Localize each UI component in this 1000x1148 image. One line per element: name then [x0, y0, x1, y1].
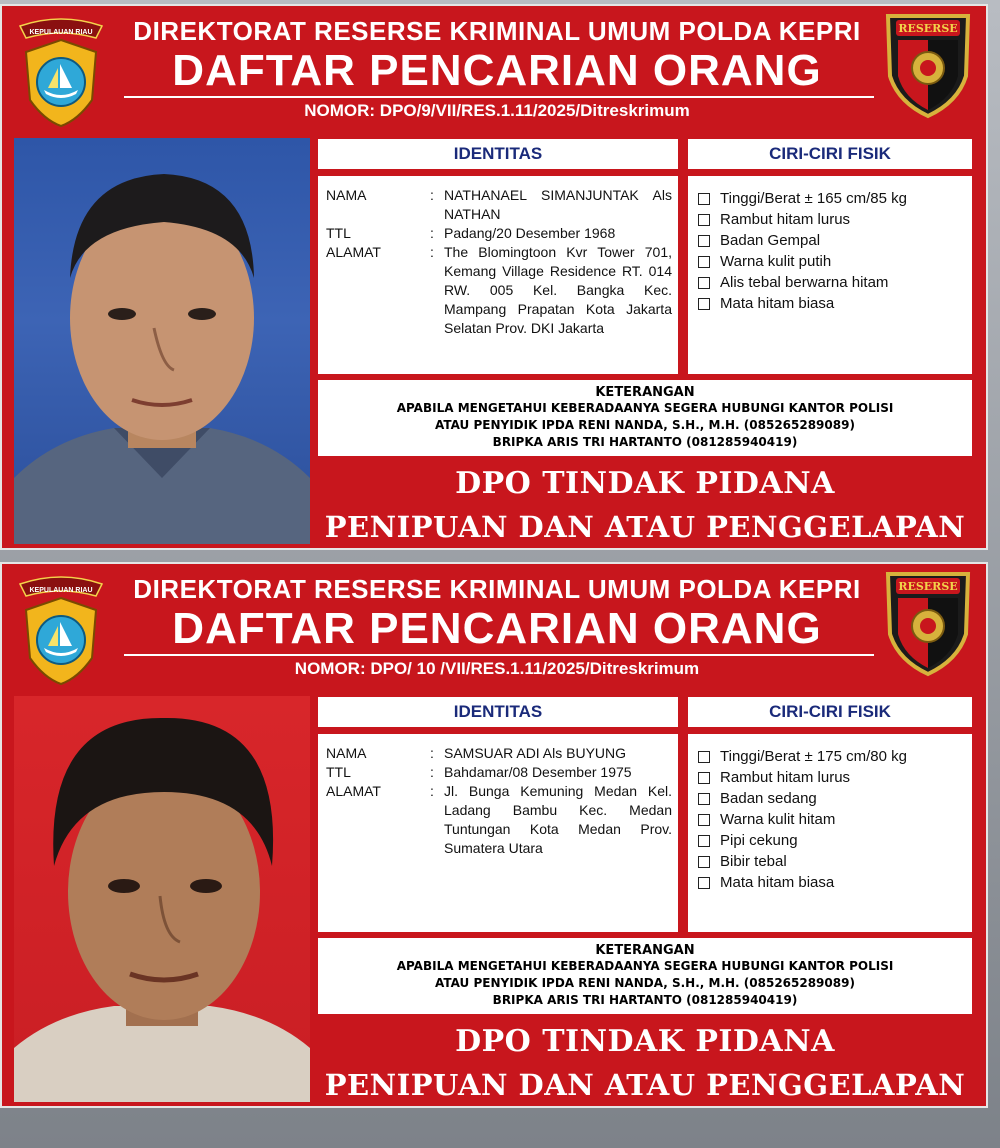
kepri-police-badge-icon: [16, 12, 106, 130]
crime-subheading: PENIPUAN DAN ATAU PENGGELAPAN: [324, 1068, 966, 1102]
note-line: BRIPKA ARIS TRI HARTANTO (081285940419): [492, 435, 798, 449]
checkbox-icon: [698, 814, 710, 826]
trait-item: Bibir tebal: [698, 851, 907, 872]
identity-separator: :: [430, 187, 434, 203]
identity-separator: :: [430, 764, 434, 780]
physical-traits-panel: [688, 176, 972, 374]
identity-value: Jl. Bunga Kemuning Medan Kel. Ladang Bambu Kec. Medan Tuntungan Kota Medan Prov. Sumatera Utara: [444, 783, 672, 856]
wanted-poster-2: [0, 562, 988, 1108]
wanted-poster-1: [0, 4, 988, 550]
identity-row-address: [326, 782, 672, 858]
note-line: ATAU PENYIDIK IPDA RENI NANDA, S.H., M.H. (085265289089): [435, 418, 855, 432]
poster-title: DAFTAR PENCARIAN ORANG: [172, 46, 822, 95]
trait-item: Rambut hitam lurus: [698, 209, 907, 230]
identity-row-birth: [326, 763, 672, 782]
checkbox-icon: [698, 298, 710, 310]
crime-heading: DPO TINDAK PIDANA: [455, 1024, 835, 1059]
identity-label: NAMA: [326, 745, 367, 761]
identity-separator: :: [430, 225, 434, 241]
title-divider: [124, 654, 874, 656]
checkbox-icon: [698, 772, 710, 784]
identity-value: SAMSUAR ADI Als BUYUNG: [444, 745, 627, 761]
trait-item: Warna kulit putih: [698, 251, 907, 272]
note-panel: [318, 380, 972, 456]
checkbox-icon: [698, 877, 710, 889]
identity-panel: [318, 734, 678, 932]
identity-separator: :: [430, 745, 434, 761]
crime-subheading: PENIPUAN DAN ATAU PENGGELAPAN: [324, 510, 966, 544]
trait-item: Badan sedang: [698, 788, 907, 809]
svg-text:KEPULAUAN RIAU: KEPULAUAN RIAU: [29, 587, 93, 594]
note-title: KETERANGAN: [595, 385, 695, 400]
svg-text:RESERSE: RESERSE: [898, 580, 958, 593]
identity-label: NAMA: [326, 187, 367, 203]
identity-label: ALAMAT: [326, 244, 381, 260]
trait-item: Mata hitam biasa: [698, 293, 907, 314]
poster-title: DAFTAR PENCARIAN ORANG: [172, 604, 822, 653]
identity-row-name: [326, 744, 672, 763]
identity-row-name: [326, 186, 672, 224]
checkbox-icon: [698, 235, 710, 247]
trait-item: Tinggi/Berat ± 175 cm/80 kg: [698, 746, 907, 767]
suspect-photo: [14, 138, 310, 544]
reserse-shield-icon: [878, 10, 978, 120]
physical-traits-panel: [688, 734, 972, 932]
note-line: ATAU PENYIDIK IPDA RENI NANDA, S.H., M.H. (085265289089): [435, 976, 855, 990]
crime-heading: DPO TINDAK PIDANA: [455, 466, 835, 501]
reserse-shield-icon: [878, 568, 978, 678]
identity-row-birth: [326, 224, 672, 243]
checkbox-icon: [698, 256, 710, 268]
identity-label: TTL: [326, 764, 351, 780]
identity-label: TTL: [326, 225, 351, 241]
note-line: APABILA MENGETAHUI KEBERADAANYA SEGERA HUBUNGI KANTOR POLISI: [396, 401, 894, 415]
identity-header: IDENTITAS: [318, 139, 678, 169]
svg-text:RESERSE: RESERSE: [898, 22, 958, 35]
checkbox-icon: [698, 793, 710, 805]
title-divider: [124, 96, 874, 98]
trait-item: Alis tebal berwarna hitam: [698, 272, 907, 293]
note-title: KETERANGAN: [595, 943, 695, 958]
note-line: APABILA MENGETAHUI KEBERADAANYA SEGERA HUBUNGI KANTOR POLISI: [396, 959, 894, 973]
trait-item: Warna kulit hitam: [698, 809, 907, 830]
trait-item: Badan Gempal: [698, 230, 907, 251]
dpo-number: NOMOR: DPO/9/VII/RES.1.11/2025/Ditreskrimum: [304, 101, 690, 120]
svg-text:KEPULAUAN RIAU: KEPULAUAN RIAU: [29, 29, 93, 36]
physical-traits-header: CIRI-CIRI FISIK: [688, 697, 972, 727]
checkbox-icon: [698, 835, 710, 847]
trait-item: Pipi cekung: [698, 830, 907, 851]
identity-separator: :: [430, 244, 434, 260]
identity-label: ALAMAT: [326, 783, 381, 799]
identity-value: Padang/20 Desember 1968: [444, 225, 616, 241]
identity-panel: [318, 176, 678, 374]
identity-separator: :: [430, 783, 434, 799]
note-panel: [318, 938, 972, 1014]
identity-value: Bahdamar/08 Desember 1975: [444, 764, 632, 780]
identity-value: NATHANAEL SIMANJUNTAK Als NATHAN: [444, 187, 672, 222]
identity-value: The Blomingtoon Kvr Tower 701, Kemang Village Residence RT. 014 RW. 005 Kel. Bangka Kec. Mampang Prapatan Kota Jakarta Selatan Prov. DKI Jakarta: [444, 244, 672, 336]
identity-row-address: [326, 243, 672, 338]
directorate-heading: DIREKTORAT RESERSE KRIMINAL UMUM POLDA KEPRI: [133, 16, 861, 46]
checkbox-icon: [698, 856, 710, 868]
dpo-number: NOMOR: DPO/ 10 /VII/RES.1.11/2025/Ditreskrimum: [294, 659, 700, 678]
trait-item: Mata hitam biasa: [698, 872, 907, 893]
checkbox-icon: [698, 751, 710, 763]
identity-header: IDENTITAS: [318, 697, 678, 727]
note-line: BRIPKA ARIS TRI HARTANTO (081285940419): [492, 993, 798, 1007]
checkbox-icon: [698, 277, 710, 289]
physical-traits-header: CIRI-CIRI FISIK: [688, 139, 972, 169]
suspect-photo: [14, 696, 310, 1102]
trait-item: Tinggi/Berat ± 165 cm/85 kg: [698, 188, 907, 209]
checkbox-icon: [698, 193, 710, 205]
checkbox-icon: [698, 214, 710, 226]
trait-item: Rambut hitam lurus: [698, 767, 907, 788]
kepri-police-badge-icon: [16, 570, 106, 688]
directorate-heading: DIREKTORAT RESERSE KRIMINAL UMUM POLDA KEPRI: [133, 574, 861, 604]
